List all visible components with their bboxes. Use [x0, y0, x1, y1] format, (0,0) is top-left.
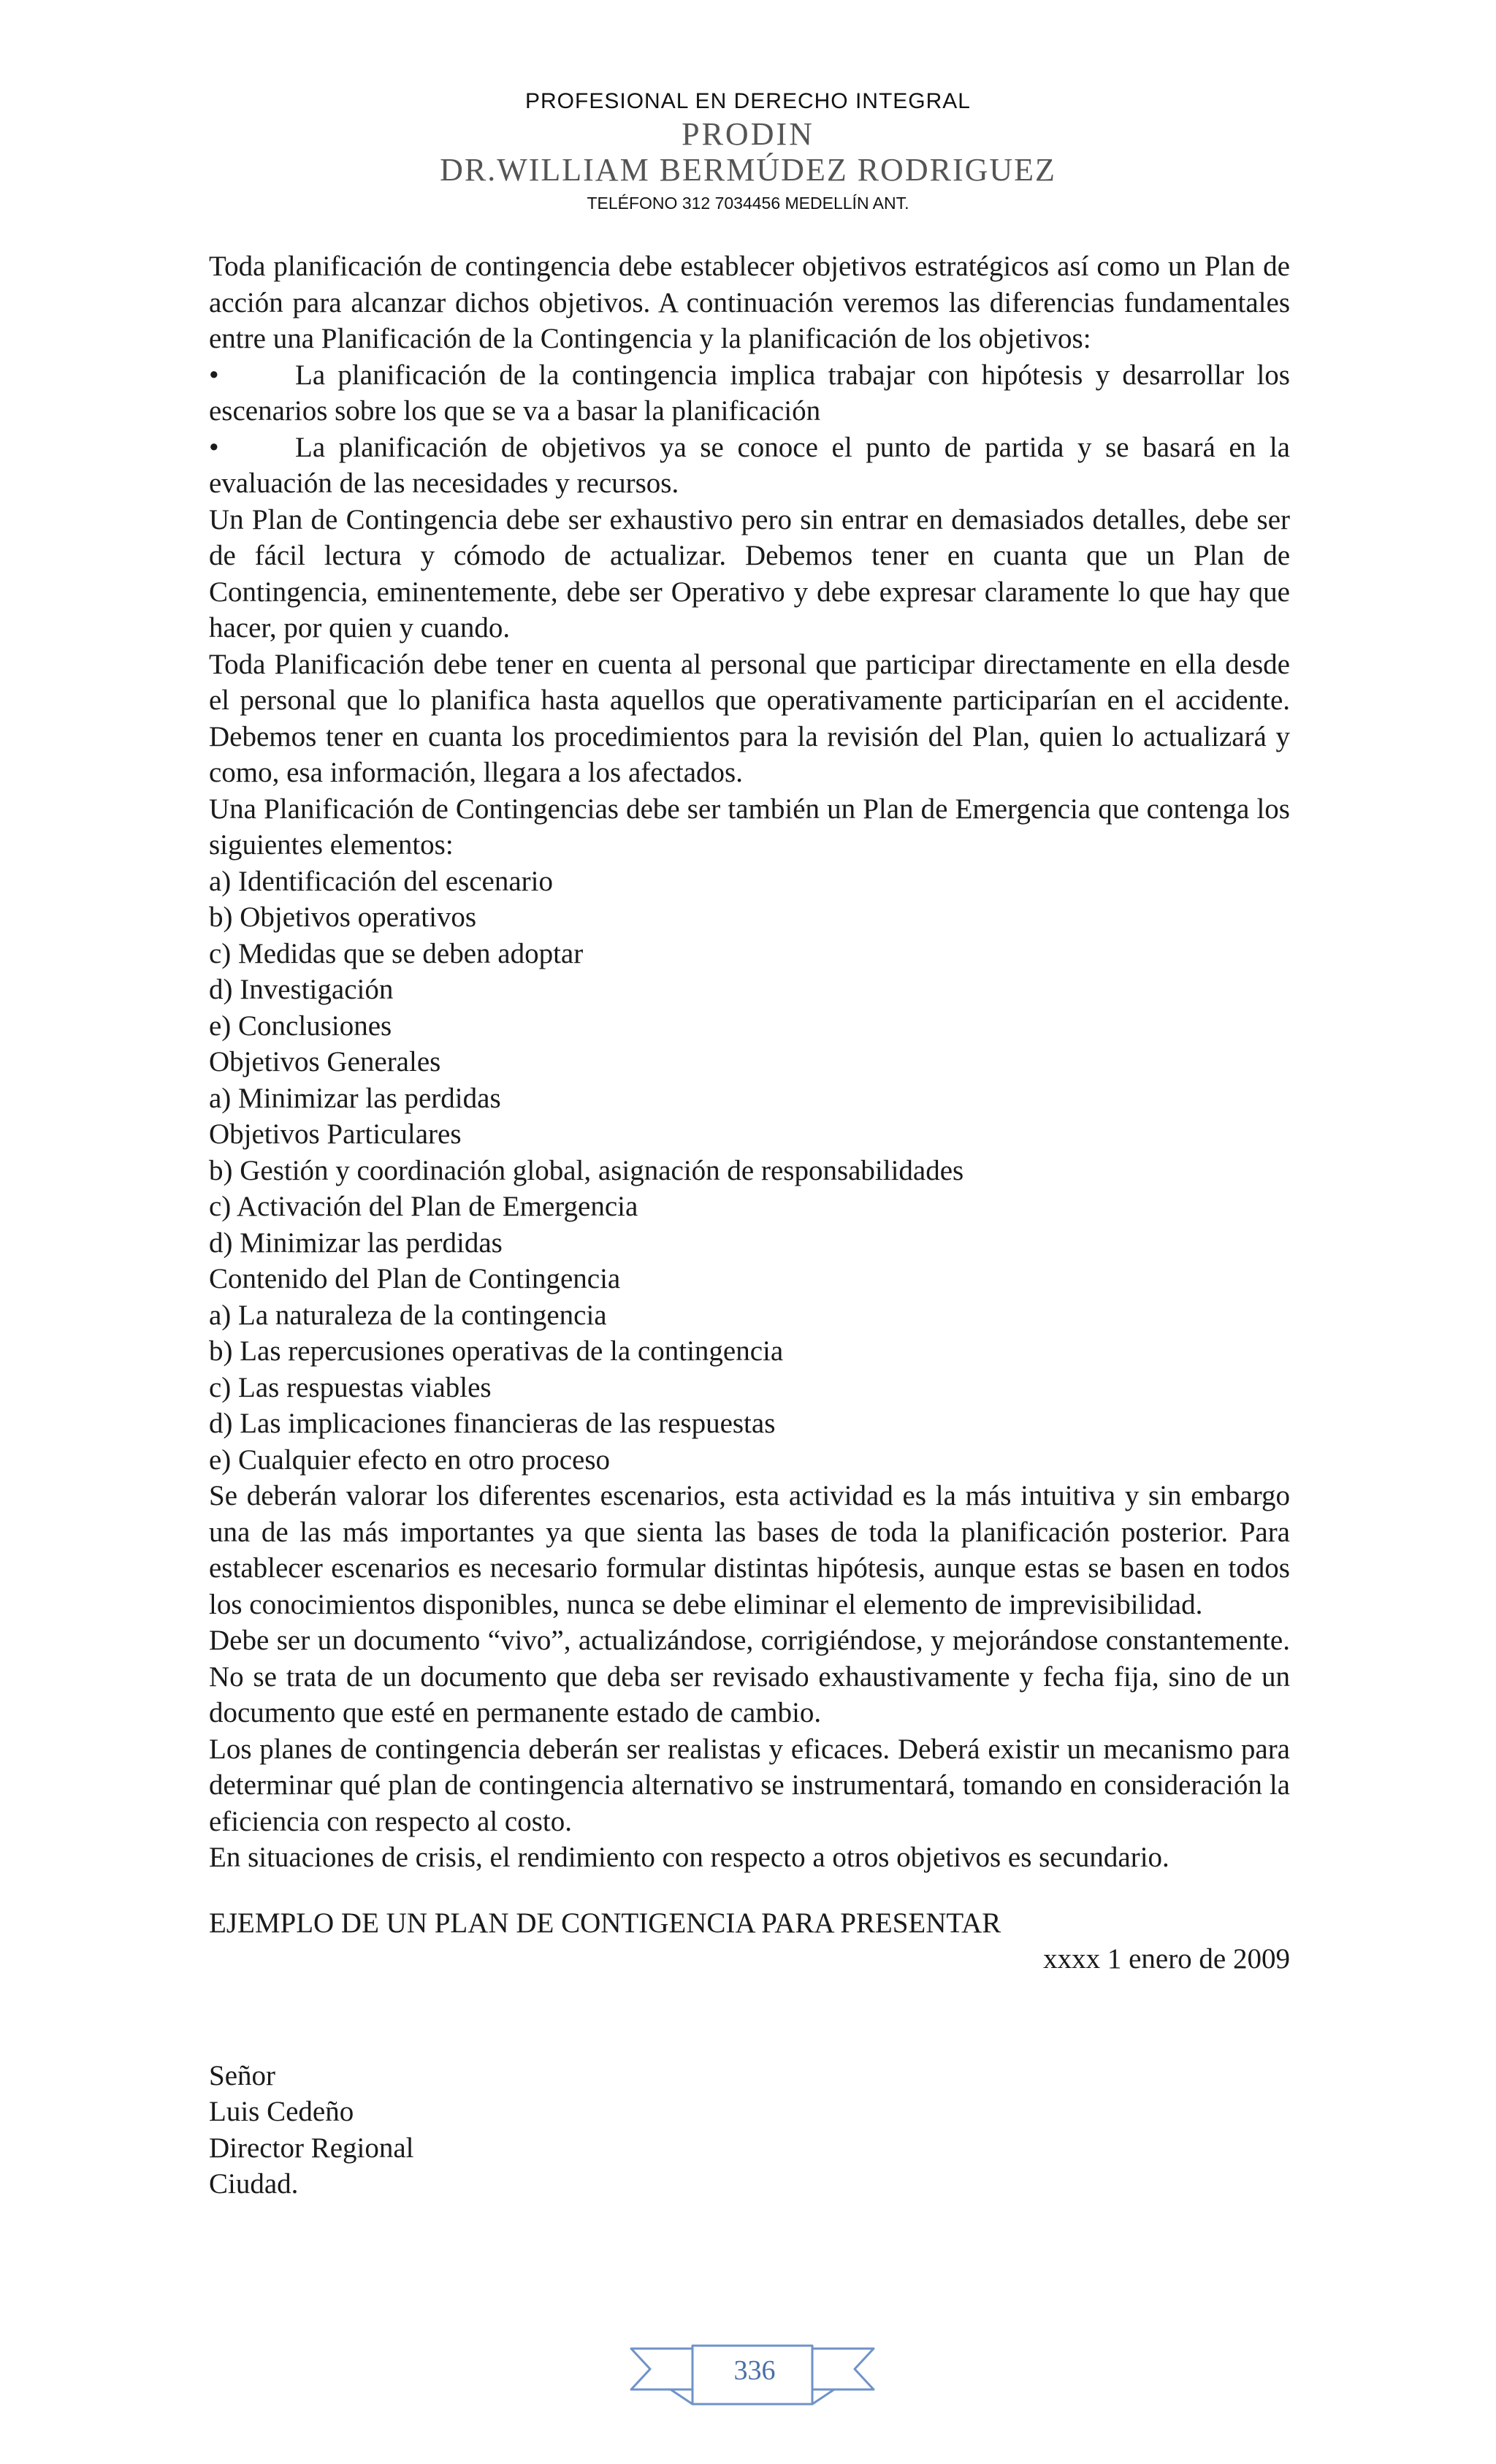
page-footer — [0, 2338, 1496, 2419]
list-item: b) Objetivos operativos — [209, 901, 477, 933]
bullet-text: La planificación de objetivos ya se conoce el punto de partida y se basará en la evaluación de las necesidades y recursos. — [209, 431, 1290, 499]
page-number: 336 — [733, 2355, 776, 2386]
list-item: e) Conclusiones — [209, 1010, 392, 1042]
heading-objetivos-generales: Objetivos Generales — [209, 1046, 441, 1077]
list-item: d) Investigación — [209, 974, 394, 1005]
list-item: b) Las repercusiones operativas de la contingencia — [209, 1335, 784, 1367]
paragraph-intro: Toda planificación de contingencia debe establecer objetivos estratégicos así como un Plan de acción para alcanzar dichos objetivos. A continuación veremos las diferencias fundamentales entre una Planificación de la Contingencia y la planificación de los objetivos: — [209, 251, 1290, 354]
paragraph-documento-vivo: Debe ser un documento “vivo”, actualizándose, corrigiéndose, y mejorándose constantemente. No se trata de un documento que deba ser revisado exhaustivamente y fecha fija, sino de un documento que esté en permanente estado de cambio. — [209, 1625, 1290, 1728]
paragraph-plan: Un Plan de Contingencia debe ser exhaustivo pero sin entrar en demasiados detalles, debe ser de fácil lectura y cómodo de actualizar. Debemos tener en cuanta que un Plan de Contingencia, eminentemente, debe ser Operativo y debe expresar claramente lo que hay que hacer, por quien y cuando. — [209, 503, 1290, 644]
list-item: a) La naturaleza de la contingencia — [209, 1299, 607, 1331]
paragraph-escenarios: Se deberán valorar los diferentes escenarios, esta actividad es la más intuitiva y sin embargo una de las más importantes ya que sienta las bases de toda la planificación posterior. Para establecer escenarios es necesario formular distintas hipótesis, aunque estas se basen en todos los conocimientos disponibles, nunca se debe eliminar el elemento de imprevisibilidad. — [209, 1480, 1290, 1620]
list-item: d) Las implicaciones financieras de las respuestas — [209, 1408, 776, 1439]
list-item: a) Minimizar las perdidas — [209, 1082, 501, 1114]
page-header — [0, 86, 1496, 218]
list-item: b) Gestión y coordinación global, asignación de responsabilidades — [209, 1154, 964, 1186]
header-brand: PRODIN — [682, 116, 814, 152]
heading-objetivos-particulares: Objetivos Particulares — [209, 1118, 462, 1150]
example-title: EJEMPLO DE UN PLAN DE CONTIGENCIA PARA PRESENTAR — [209, 1907, 1001, 1939]
paragraph-personal: Toda Planificación debe tener en cuenta al personal que participar directamente en ella desde el personal que lo planifica hasta aquellos que operativamente participarían en el accidente. Debemos tener en cuanta los procedimientos para la revisión del Plan, quien lo actualizará y como, esa información, llegara a los afectados. — [209, 648, 1290, 788]
spacer — [209, 1977, 1290, 2058]
recipient-line: Director Regional — [209, 2132, 414, 2164]
paragraph-crisis: En situaciones de crisis, el rendimiento con respecto a otros objetivos es secundario. — [209, 1842, 1169, 1873]
letter-date: xxxx 1 enero de 2009 — [1043, 1943, 1290, 1975]
header-name: DR.WILLIAM BERMÚDEZ RODRIGUEZ — [440, 152, 1056, 188]
list-item: c) Activación del Plan de Emergencia — [209, 1191, 638, 1222]
bullet-item: • La planificación de la contingencia implica trabajar con hipótesis y desarrollar los escenarios sobre los que se va a basar la planificación — [209, 357, 1290, 430]
header-phone: TELÉFONO 312 7034456 MEDELLÍN ANT. — [587, 194, 909, 213]
list-item: d) Minimizar las perdidas — [209, 1227, 503, 1259]
recipient-line: Señor — [209, 2059, 275, 2091]
recipient-line: Ciudad. — [209, 2168, 299, 2200]
bullet-item: • La planificación de objetivos ya se conoce el punto de partida y se basará en la evaluación de las necesidades y recursos. — [209, 430, 1290, 502]
paragraph-elements: Una Planificación de Contingencias debe ser también un Plan de Emergencia que contenga los siguientes elementos: — [209, 793, 1290, 861]
list-item: a) Identificación del escenario — [209, 865, 553, 897]
paragraph-planes: Los planes de contingencia deberán ser realistas y eficaces. Deberá existir un mecanismo para determinar qué plan de contingencia alternativo se instrumentará, tomando en consideración la eficiencia con respecto al costo. — [209, 1733, 1290, 1837]
list-item: c) Medidas que se deben adoptar — [209, 937, 584, 969]
recipient-line: Luis Cedeño — [209, 2096, 354, 2127]
bullet-text: La planificación de la contingencia implica trabajar con hipótesis y desarrollar los escenarios sobre los que se va a basar la planificación — [209, 359, 1290, 427]
heading-contenido: Contenido del Plan de Contingencia — [209, 1263, 621, 1294]
spacer — [209, 1876, 1290, 1905]
list-item: e) Cualquier efecto en otro proceso — [209, 1443, 611, 1476]
list-item: c) Las respuestas viables — [209, 1371, 492, 1403]
header-profession: PROFESIONAL EN DERECHO INTEGRAL — [525, 89, 971, 113]
document-body — [209, 248, 1290, 2202]
